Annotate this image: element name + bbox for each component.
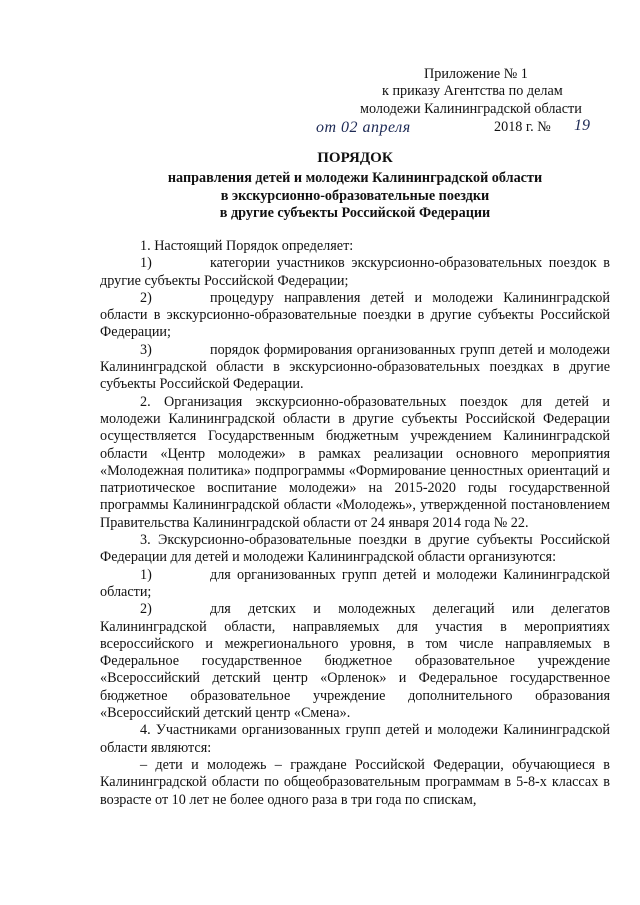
- handwritten-order-number: 19: [574, 117, 590, 134]
- paragraph-3-item-2: [100, 601, 610, 722]
- title-heading: ПОРЯДОК: [317, 150, 393, 166]
- paragraph-2: 2. Организация экскурсионно-образовательных поездок для детей и молодежи Калининградской области в другие субъекты Российской Федерации осуществляется Государственным бюджетным учреждением Калининградской области «Центр молодежи» в рамках реализации основного мероприятия «Молодежная политика» подпрограммы «Формирование ценностных ориентаций и патриотическое воспитание молодежи» на 2015-2020 годы государственной программы Калининградской области «Молодежь», утвержденной постановлением Правительства Калининградской области от 24 января 2014 года № 22.: [100, 393, 610, 531]
- item-number: 1): [140, 255, 152, 272]
- appendix-order-ref: к приказу Агентства по делам: [382, 83, 563, 100]
- paragraph-3: 3. Экскурсионно-образовательные поездки в другие субъекты Российской Федерации для детей и молодежи Калининградской области организуются:: [100, 532, 610, 566]
- handwritten-date: от 02 апреля: [316, 119, 411, 136]
- appendix-number: Приложение № 1: [424, 66, 528, 82]
- item-number: 2): [140, 289, 152, 306]
- paragraph-4-item-1: – дети и молодежь – граждане Российской Федерации, обучающиеся в Калининградской области по общеобразовательным программам в 5-8-х классах в возрасте от 10 лет не более одного раза в три года по спискам,: [100, 756, 610, 808]
- item-text: процедуру направления детей и молодежи Калининградской области в экскурсионно-образовательные поездки в другие субъекты Российской Федерации;: [100, 289, 610, 341]
- title-line-3: в другие субъекты Российской Федерации: [219, 204, 491, 221]
- document-title: [100, 150, 610, 222]
- item-number: 3): [140, 341, 152, 358]
- order-date-line: [316, 119, 616, 139]
- item-text: для организованных групп детей и молодежи Калининградской области;: [100, 566, 610, 600]
- item-number: 1): [140, 566, 152, 583]
- item-number: 2): [140, 601, 152, 618]
- item-text: порядок формирования организованных групп детей и молодежи Калининградской области в экскурсионно-образовательных поездках в другие субъекты Российской Федерации.: [100, 341, 610, 393]
- paragraph-4: 4. Участниками организованных групп детей и молодежи Калининградской области являются:: [100, 722, 610, 756]
- paragraph-1-item-1: [100, 255, 610, 290]
- document-body: [100, 238, 610, 809]
- paragraph-1: 1. Настоящий Порядок определяет:: [140, 238, 354, 254]
- appendix-agency: молодежи Калининградской области: [360, 100, 582, 117]
- paragraph-1-item-2: [100, 290, 610, 342]
- order-year: 2018 г. №: [494, 119, 551, 135]
- title-line-1: направления детей и молодежи Калининградской области: [167, 170, 543, 187]
- item-text: категории участников экскурсионно-образовательных поездок в другие субъекты Российской Федерации;: [100, 255, 610, 289]
- appendix-header: [360, 66, 610, 118]
- title-line-2: в экскурсионно-образовательные поездки: [220, 187, 490, 204]
- paragraph-3-item-1: [100, 567, 610, 602]
- paragraph-1-item-3: [100, 342, 610, 394]
- item-text: для детских и молодежных делегаций или делегатов Калининградской области, направляемых для участия в мероприятиях всероссийского и межрегионального уровня, в том числе направляемых в Федеральное государственное бюджетное образовательное учреждение «Всероссийский детский центр «Орленок» и Федеральное государственное бюджетное образовательное учреждение дополнительного образования «Всероссийский детский центр «Смена».: [100, 601, 610, 722]
